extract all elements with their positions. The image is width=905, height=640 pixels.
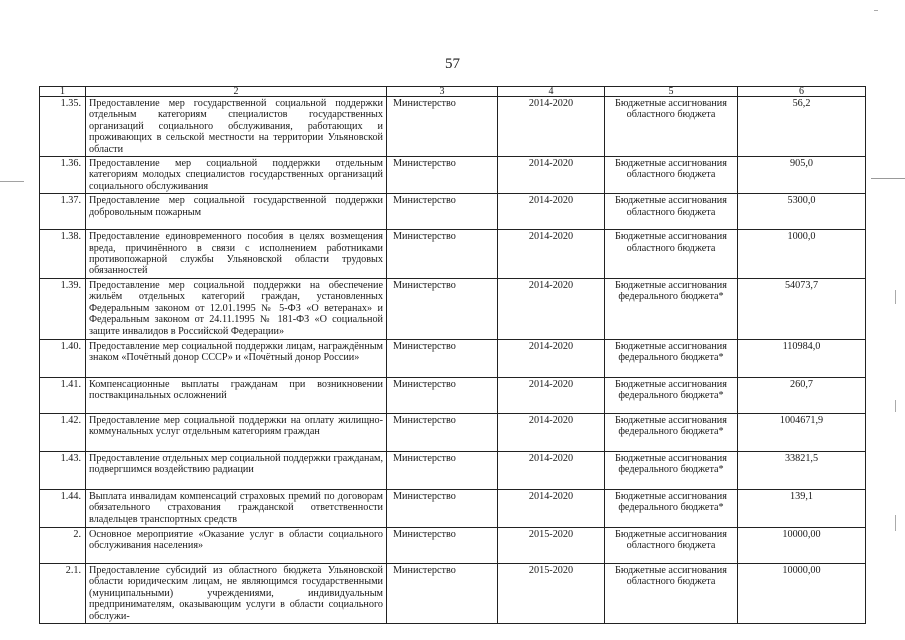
row-number: 1.35.: [40, 97, 86, 157]
funding-source: Бюджетные ассигнования областного бюджета: [605, 157, 738, 194]
row-number: 1.44.: [40, 489, 86, 527]
table-row: [40, 194, 866, 230]
column-number: 4: [498, 87, 605, 97]
row-number: 1.43.: [40, 451, 86, 489]
years: 2015-2020: [498, 563, 605, 623]
executor: Министерство: [387, 339, 498, 377]
funding-source: Бюджетные ассигнования областного бюджета: [605, 230, 738, 279]
funding-source: Бюджетные ассигнования областного бюджета: [605, 563, 738, 623]
measure-description: Предоставление мер социальной поддержки лицам, награждённым знаком «Почётный донор СССР» и «Почётный донор России»: [86, 339, 387, 377]
scan-artifact: [0, 181, 24, 182]
table-row: [40, 527, 866, 563]
column-number: 6: [738, 87, 866, 97]
years: 2014-2020: [498, 230, 605, 279]
scan-artifact: [895, 400, 896, 412]
amount: 110984,0: [738, 339, 866, 377]
scan-artifact: [874, 10, 878, 11]
table-row: [40, 230, 866, 279]
executor: Министерство: [387, 230, 498, 279]
measure-description: Предоставление отдельных мер социальной поддержки гражданам, подвергшимся воздействию радиации: [86, 451, 387, 489]
amount: 54073,7: [738, 278, 866, 339]
measure-description: Выплата инвалидам компенсаций страховых премий по договорам обязательного страхования гражданской ответственности владельцев транспортных средств: [86, 489, 387, 527]
years: 2014-2020: [498, 278, 605, 339]
measure-description: Предоставление мер государственной социальной поддержки отдельным категориям специалистов государственных организаций социального обслуживания, работающих и проживающих в сельской местности на территории Ульяновской области: [86, 97, 387, 157]
years: 2014-2020: [498, 451, 605, 489]
executor: Министерство: [387, 563, 498, 623]
executor: Министерство: [387, 527, 498, 563]
table-row: [40, 97, 866, 157]
years: 2014-2020: [498, 157, 605, 194]
executor: Министерство: [387, 413, 498, 451]
table-row: [40, 489, 866, 527]
years: 2015-2020: [498, 527, 605, 563]
table-row: [40, 413, 866, 451]
table-row: [40, 451, 866, 489]
executor: Министерство: [387, 157, 498, 194]
column-number: 1: [40, 87, 86, 97]
measure-description: Предоставление субсидий из областного бюджета Ульяновской области юридическим лицам, не являющимся государственными (муниципальными) учреждениями, индивидуальным предпринимателям, оказывающим услуги в области социального обслужи-: [86, 563, 387, 623]
table-row: [40, 278, 866, 339]
amount: 139,1: [738, 489, 866, 527]
measure-description: Основное мероприятие «Оказание услуг в области социального обслуживания населения»: [86, 527, 387, 563]
years: 2014-2020: [498, 489, 605, 527]
table-row: [40, 563, 866, 623]
amount: 5300,0: [738, 194, 866, 230]
funding-source: Бюджетные ассигнования областного бюджета: [605, 194, 738, 230]
scan-artifact: [895, 515, 896, 531]
funding-source: Бюджетные ассигнования федерального бюджета*: [605, 278, 738, 339]
table-row: [40, 157, 866, 194]
page-number: 57: [445, 56, 460, 72]
program-table: [39, 86, 866, 624]
scan-artifact: [895, 290, 896, 304]
years: 2014-2020: [498, 194, 605, 230]
amount: 10000,00: [738, 527, 866, 563]
measure-description: Компенсационные выплаты гражданам при возникновении поствакцинальных осложнений: [86, 377, 387, 413]
executor: Министерство: [387, 194, 498, 230]
column-number: 2: [86, 87, 387, 97]
funding-source: Бюджетные ассигнования федерального бюджета*: [605, 413, 738, 451]
column-number: 3: [387, 87, 498, 97]
funding-source: Бюджетные ассигнования областного бюджета: [605, 527, 738, 563]
funding-source: Бюджетные ассигнования федерального бюджета*: [605, 339, 738, 377]
executor: Министерство: [387, 489, 498, 527]
amount: 1004671,9: [738, 413, 866, 451]
funding-source: Бюджетные ассигнования федерального бюджета*: [605, 489, 738, 527]
measure-description: Предоставление мер социальной поддержки на обеспечение жильём отдельных категорий граждан, установленных Федеральным законом от 12.01.1995 № 5-ФЗ «О ветеранах» и Федеральным законом от 24.11.1995 № 181-ФЗ «О социальной защите инвалидов в Российской Федерации»: [86, 278, 387, 339]
measure-description: Предоставление мер социальной поддержки отдельным категориям молодых специалистов государственных организаций социального обслуживания: [86, 157, 387, 194]
column-number: 5: [605, 87, 738, 97]
years: 2014-2020: [498, 97, 605, 157]
executor: Министерство: [387, 97, 498, 157]
measure-description: Предоставление единовременного пособия в целях возмещения вреда, причинённого в связи с исполнением работниками противопожарной службы Ульяновской области трудовых обязанностей: [86, 230, 387, 279]
funding-source: Бюджетные ассигнования федерального бюджета*: [605, 451, 738, 489]
measure-description: Предоставление мер социальной поддержки на оплату жилищно-коммунальных услуг отдельным категориям граждан: [86, 413, 387, 451]
row-number: 1.39.: [40, 278, 86, 339]
row-number: 1.41.: [40, 377, 86, 413]
row-number: 2.: [40, 527, 86, 563]
row-number: 1.40.: [40, 339, 86, 377]
funding-source: Бюджетные ассигнования областного бюджета: [605, 97, 738, 157]
years: 2014-2020: [498, 339, 605, 377]
row-number: 1.42.: [40, 413, 86, 451]
amount: 10000,00: [738, 563, 866, 623]
funding-source: Бюджетные ассигнования федерального бюджета*: [605, 377, 738, 413]
amount: 56,2: [738, 97, 866, 157]
row-number: 1.38.: [40, 230, 86, 279]
row-number: 2.1.: [40, 563, 86, 623]
column-number-row: [40, 87, 866, 97]
table-row: [40, 377, 866, 413]
executor: Министерство: [387, 451, 498, 489]
amount: 260,7: [738, 377, 866, 413]
table-row: [40, 339, 866, 377]
executor: Министерство: [387, 278, 498, 339]
amount: 905,0: [738, 157, 866, 194]
row-number: 1.36.: [40, 157, 86, 194]
amount: 33821,5: [738, 451, 866, 489]
row-number: 1.37.: [40, 194, 86, 230]
amount: 1000,0: [738, 230, 866, 279]
executor: Министерство: [387, 377, 498, 413]
scan-artifact: [871, 178, 905, 179]
years: 2014-2020: [498, 377, 605, 413]
measure-description: Предоставление мер социальной государственной поддержки добровольным пожарным: [86, 194, 387, 230]
years: 2014-2020: [498, 413, 605, 451]
